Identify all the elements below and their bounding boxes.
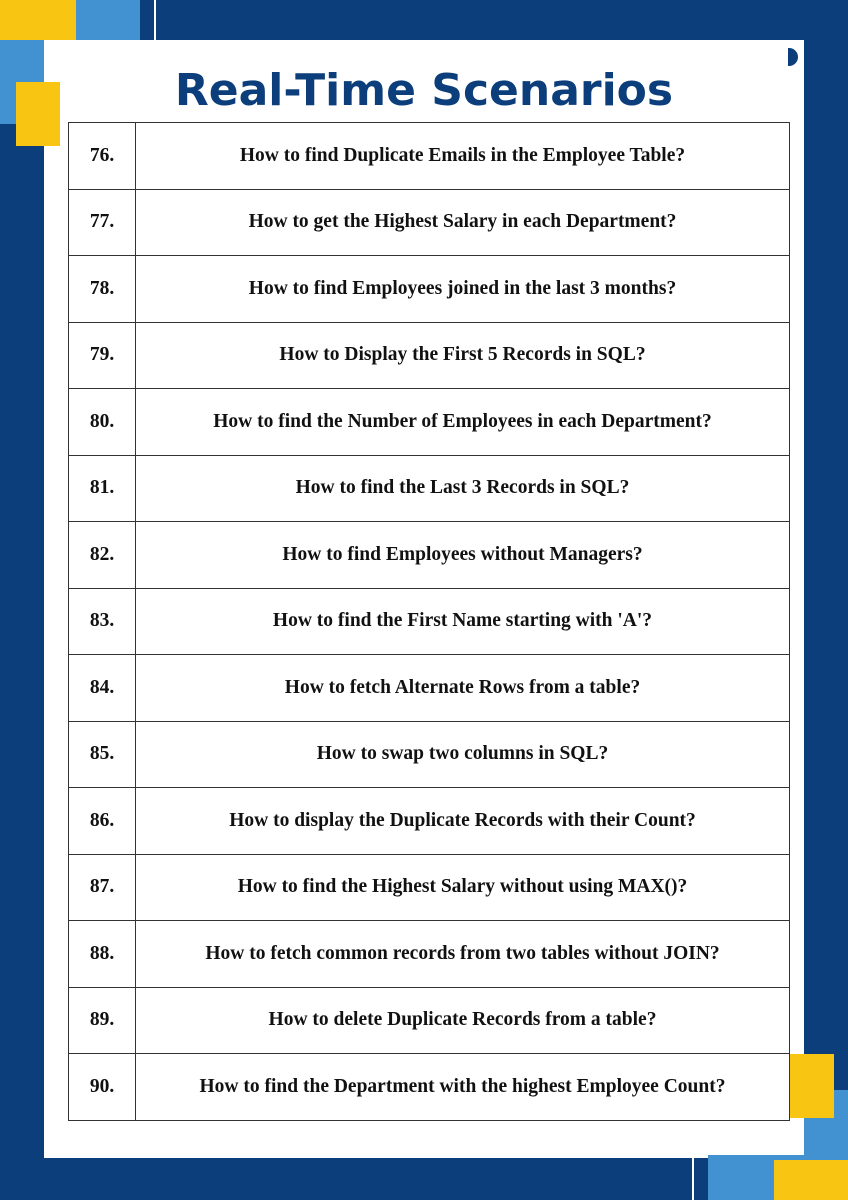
table-row	[69, 455, 790, 522]
question-text: How to fetch Alternate Rows from a table?	[136, 655, 790, 722]
question-text: How to find Employees joined in the last 3 months?	[136, 256, 790, 323]
question-text: How to find the Last 3 Records in SQL?	[136, 455, 790, 522]
table-row	[69, 123, 790, 190]
question-number: 87.	[69, 854, 136, 921]
question-text: How to find the Highest Salary without using MAX()?	[136, 854, 790, 921]
question-text: How to swap two columns in SQL?	[136, 721, 790, 788]
table-row	[69, 256, 790, 323]
table-row	[69, 522, 790, 589]
table-row	[69, 389, 790, 456]
question-number: 86.	[69, 788, 136, 855]
question-number: 90.	[69, 1054, 136, 1121]
question-text: How to find Duplicate Emails in the Employee Table?	[136, 123, 790, 190]
table-row	[69, 788, 790, 855]
question-text: How to find the Number of Employees in each Department?	[136, 389, 790, 456]
table-row	[69, 189, 790, 256]
question-number: 79.	[69, 322, 136, 389]
question-text: How to find the Department with the highest Employee Count?	[136, 1054, 790, 1121]
question-number: 88.	[69, 921, 136, 988]
table-row	[69, 322, 790, 389]
table-row	[69, 1054, 790, 1121]
question-text: How to Display the First 5 Records in SQL?	[136, 322, 790, 389]
corner-yellow-block-bottom-right	[790, 1054, 834, 1118]
question-number: 89.	[69, 987, 136, 1054]
table-row	[69, 854, 790, 921]
question-number: 82.	[69, 522, 136, 589]
corner-line-frame-bottom-right	[692, 1140, 804, 1200]
question-text: How to find the First Name starting with 'A'?	[136, 588, 790, 655]
question-text: How to fetch common records from two tables without JOIN?	[136, 921, 790, 988]
question-number: 77.	[69, 189, 136, 256]
question-text: How to display the Duplicate Records with their Count?	[136, 788, 790, 855]
question-text: How to find Employees without Managers?	[136, 522, 790, 589]
table-row	[69, 921, 790, 988]
questions-table-body	[69, 123, 790, 1121]
questions-table	[68, 122, 790, 1121]
table-row	[69, 721, 790, 788]
question-text: How to delete Duplicate Records from a table?	[136, 987, 790, 1054]
question-number: 78.	[69, 256, 136, 323]
page-title: Real-Time Scenarios	[174, 65, 674, 116]
question-number: 84.	[69, 655, 136, 722]
table-row	[69, 987, 790, 1054]
question-number: 80.	[69, 389, 136, 456]
table-row	[69, 655, 790, 722]
question-number: 81.	[69, 455, 136, 522]
question-number: 76.	[69, 123, 136, 190]
question-text: How to get the Highest Salary in each Department?	[136, 189, 790, 256]
table-row	[69, 588, 790, 655]
question-number: 83.	[69, 588, 136, 655]
question-number: 85.	[69, 721, 136, 788]
